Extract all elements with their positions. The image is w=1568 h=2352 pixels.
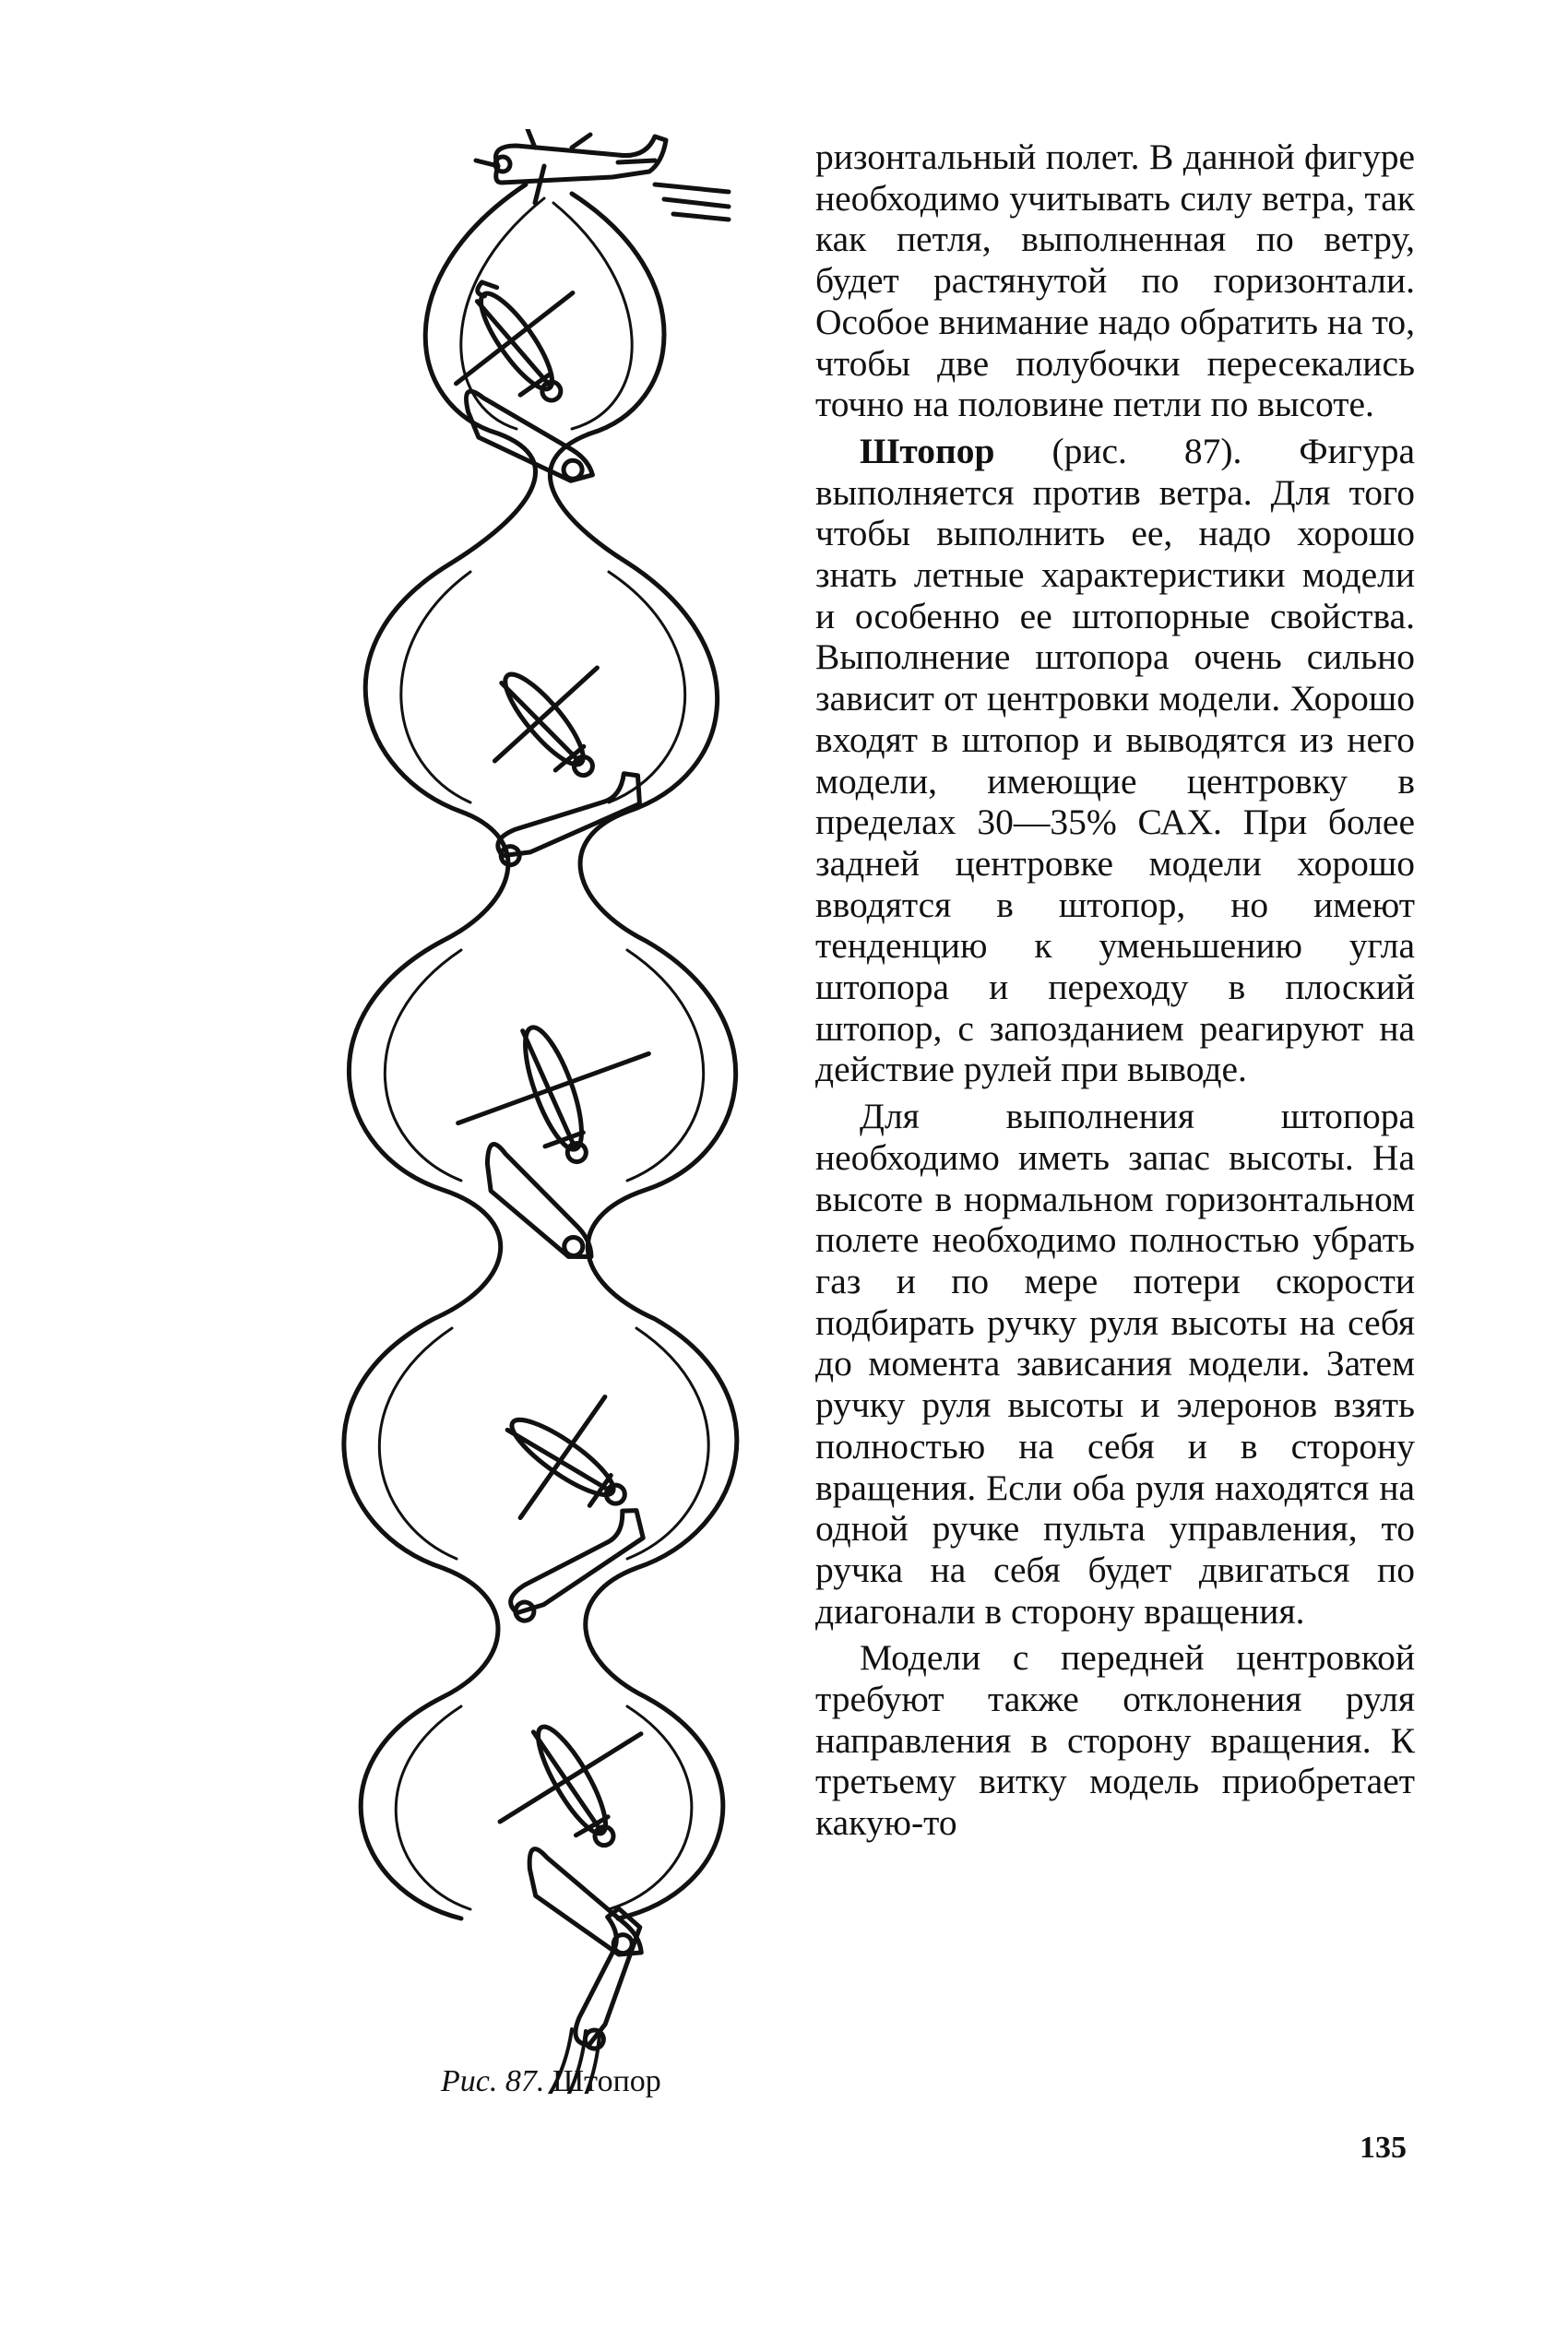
spin-drawing [221, 129, 775, 2094]
aircraft-banked-3-icon [464, 1143, 612, 1267]
paragraph-2 [815, 431, 1415, 1090]
aircraft-loop-3-icon [436, 993, 675, 1196]
paragraph-2-term: Штопор [860, 430, 995, 471]
page-number: 135 [1360, 2131, 1407, 2165]
figure-caption-prefix: Рис. 87. [441, 2064, 545, 2098]
aircraft-loop-4-icon [470, 1362, 665, 1561]
paragraph-1: ризонтальный полет. В данной фигуре необходимо учитывать силу ветра, так как петля, выполненная по ветру, будет растянутой по горизонтали. Особое внимание надо обратить на то, чтобы две полубочки пересекались точно на половине петли по высоте. [815, 137, 1415, 425]
aircraft-exit-icon [546, 1906, 665, 2052]
figure-caption-title: Штопор [552, 2064, 661, 2098]
article-column [815, 137, 1415, 1844]
helix-path-left [344, 184, 536, 1918]
aircraft-loop-1-icon [417, 243, 617, 441]
aircraft-loop-5-icon [469, 1686, 681, 1885]
aircraft-banked-4-icon [495, 1505, 659, 1623]
figure-caption [441, 2064, 736, 2099]
paragraph-2-body: (рис. 87). Фигура выполняется против ветра. Для того чтобы выполнить ее, надо хорошо знать летные характеристики модели и особенно ее штопорные свойства. Выполнение штопора очень сильно зависит от центровки модели. Хорошо входят в штопор и выводятся из него модели, имеющие центровку в пределах 30—35% САХ. При более задней центровке модели хорошо вводятся в штопор, но имеют тенденцию к уменьшению угла штопора и переходу в плоский штопор, с запозданием реагируют на действие рулей при выводе. [815, 430, 1415, 1090]
aircraft-banked-2-icon [488, 770, 651, 867]
paragraph-4: Модели с передней центровкой требуют также отклонения руля направления в сторону вращения. К третьему витку модель приобретает какую-то [815, 1637, 1415, 1844]
wind-lines-icon [655, 184, 729, 220]
spin-illustration [221, 129, 775, 2094]
aircraft-banked-5-icon [508, 1847, 659, 1964]
aircraft-loop-2-icon [458, 628, 647, 814]
paragraph-3: Для выполнения штопора необходимо иметь запас высоты. На высоте в нормальном горизонтальном полете необходимо полностью убрать газ и по мере потери скорости подбирать ручку руля высоты на себя до момента зависания модели. Затем ручку руля высоты и элеронов взять полностью на себя и в сторону вращения. Если оба руля находятся на одной ручке пульта управления, то ручка на себя будет двигаться по диагонали в сторону вращения. [815, 1096, 1415, 1632]
